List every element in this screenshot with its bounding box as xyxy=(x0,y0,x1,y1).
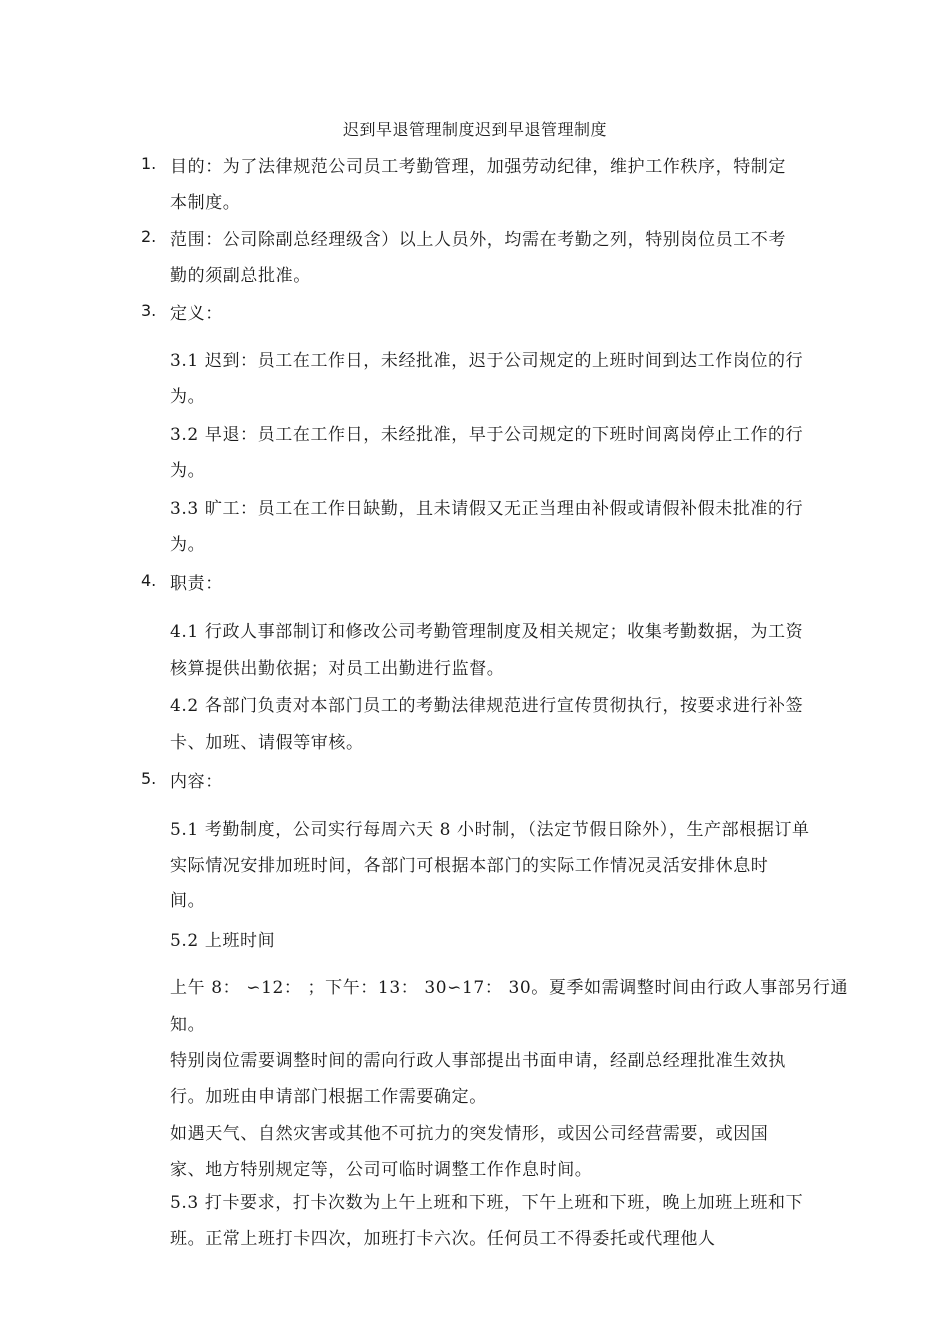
item-number-3: 3. xyxy=(141,301,157,320)
section-3-2-line-1: 3.2 早退：员工在工作日，未经批准，早于公司规定的下班时间离岗停止工作的行 xyxy=(170,425,804,445)
force-majeure-line-1: 如遇天气、自然灾害或其他不可抗力的突发情形，或因公司经营需要，或因国 xyxy=(170,1124,769,1144)
section-1-line-1: 目的：为了法律规范公司员工考勤管理，加强劳动纪律，维护工作秩序，特制定 xyxy=(170,157,786,177)
section-2-line-1: 范围：公司除副总经理级含）以上人员外，均需在考勤之列，特别岗位员工不考 xyxy=(170,230,786,250)
work-hours-line-1: 上午 8： ∽12： ；下午：13： 30∽17： 30。夏季如需调整时间由行政人事部另行通 xyxy=(170,978,849,998)
section-3-1-line-1: 3.1 迟到：员工在工作日，未经批准，迟于公司规定的上班时间到达工作岗位的行 xyxy=(170,351,804,371)
section-5-2-line-1: 5.2 上班时间 xyxy=(170,931,276,951)
section-5-1-line-2: 实际情况安排加班时间，各部门可根据本部门的实际工作情况灵活安排休息时 xyxy=(170,856,769,876)
section-3-2-line-2: 为。 xyxy=(170,461,206,481)
special-post-line-2: 行。加班由申请部门根据工作需要确定。 xyxy=(170,1087,487,1107)
document-title: 迟到早退管理制度迟到早退管理制度 xyxy=(342,120,607,139)
work-hours-line-2: 知。 xyxy=(170,1015,206,1035)
force-majeure-line-2: 家、地方特别规定等，公司可临时调整工作作息时间。 xyxy=(170,1160,593,1180)
item-number-1: 1. xyxy=(141,154,157,173)
section-4-line-1: 职责： xyxy=(170,574,223,594)
section-4-1-line-2: 核算提供出勤依据；对员工出勤进行监督。 xyxy=(170,659,505,679)
section-2-line-2: 勤的须副总批准。 xyxy=(170,266,311,286)
item-number-5: 5. xyxy=(141,769,157,788)
item-number-4: 4. xyxy=(141,571,157,590)
section-5-3-line-2: 班。正常上班打卡四次，加班打卡六次。任何员工不得委托或代理他人 xyxy=(170,1229,716,1249)
section-4-1-line-1: 4.1 行政人事部制订和修改公司考勤管理制度及相关规定；收集考勤数据，为工资 xyxy=(170,622,804,642)
section-4-2-line-1: 4.2 各部门负责对本部门员工的考勤法律规范进行宣传贯彻执行，按要求进行补签 xyxy=(170,696,804,716)
section-3-3-line-1: 3.3 旷工：员工在工作日缺勤，且未请假又无正当理由补假或请假补假未批准的行 xyxy=(170,499,804,519)
section-3-line-1: 定义： xyxy=(170,304,223,324)
section-5-1-line-3: 间。 xyxy=(170,891,206,911)
section-4-2-line-2: 卡、加班、请假等审核。 xyxy=(170,733,364,753)
section-3-3-line-2: 为。 xyxy=(170,535,206,555)
item-number-2: 2. xyxy=(141,227,157,246)
special-post-line-1: 特别岗位需要调整时间的需向行政人事部提出书面申请，经副总经理批准生效执 xyxy=(170,1051,786,1071)
section-5-line-1: 内容： xyxy=(170,772,223,792)
section-1-line-2: 本制度。 xyxy=(170,193,241,213)
section-5-3-line-1: 5.3 打卡要求，打卡次数为上午上班和下班，下午上班和下班，晚上加班上班和下 xyxy=(170,1193,804,1213)
section-5-1-line-1: 5.1 考勤制度，公司实行每周六天 8 小时制，（法定节假日除外），生产部根据订单 xyxy=(170,820,810,840)
section-3-1-line-2: 为。 xyxy=(170,387,206,407)
